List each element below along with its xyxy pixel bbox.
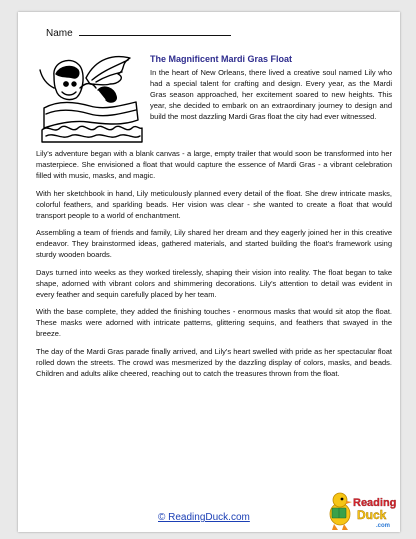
logo-suffix: .com [376, 523, 391, 529]
copyright-link[interactable]: © ReadingDuck.com [158, 512, 250, 523]
story-paragraph: With the base complete, they added the finishing touches - enormous masks that would sit atop the float. These masks were adorned with intricate patterns, glittering sequins, and feathers that swayed in the breeze. [36, 307, 392, 338]
story-paragraph: Assembling a team of friends and family, Lily shared her dream and they eagerly joined her in this creative endeavor. They brainstormed ideas, gathered materials, and started building the float's framework using sturdy wooden boards. [36, 228, 392, 259]
worksheet-page [18, 12, 400, 532]
name-write-line[interactable] [79, 26, 231, 36]
story-paragraph: The day of the Mardi Gras parade finally arrived, and Lily's heart swelled with pride as her spectacular float rolled down the streets. The crowd was mesmerized by the dazzling display of colors, masks, and beads. Children and adults alike cheered, reaching out to catch the treasures thrown from the float. [36, 346, 392, 378]
reading-duck-logo [326, 486, 398, 532]
story-paragraph: With her sketchbook in hand, Lily meticulously planned every detail of the float. She drew intricate masks, colorful feathers, and sparkling beads. Her vision was clear - she wanted to create a float that would transport people to a world of enchantment. [36, 188, 392, 220]
mardi-gras-mask-illustration [34, 48, 146, 148]
logo-word-reading: Reading [353, 497, 397, 509]
story-paragraph: Days turned into weeks as they worked tirelessly, shaping their vision into reality. The float began to take shape, adorned with vibrant colors and shimmering decorations. Lily's attention to detail was evident in every feather and sequin carefully placed by her team. [36, 267, 392, 299]
story-paragraph: Lily's adventure began with a blank canvas - a large, empty trailer that would soon be transformed into her masterpiece. She envisioned a float that would capture the essence of Mardi Gras - a vibrant celebration filled with music, masks, and magic. [36, 149, 392, 180]
story-title: The Magnificent Mardi Gras Float [150, 54, 293, 64]
story-intro-paragraph: In the heart of New Orleans, there lived a creative soul named Lily who had a special talent for crafting and design. Every year, as the Mardi Gras season approached, her excitement soared to new heights. This year, she decided to embark on an extraordinary journey to design and build the most dazzling Mardi Gras float the city had ever witnessed. [150, 68, 392, 121]
story-body [36, 148, 392, 385]
name-field-row [46, 26, 231, 39]
name-label: Name [46, 28, 73, 39]
logo-word-duck: Duck [357, 508, 387, 522]
